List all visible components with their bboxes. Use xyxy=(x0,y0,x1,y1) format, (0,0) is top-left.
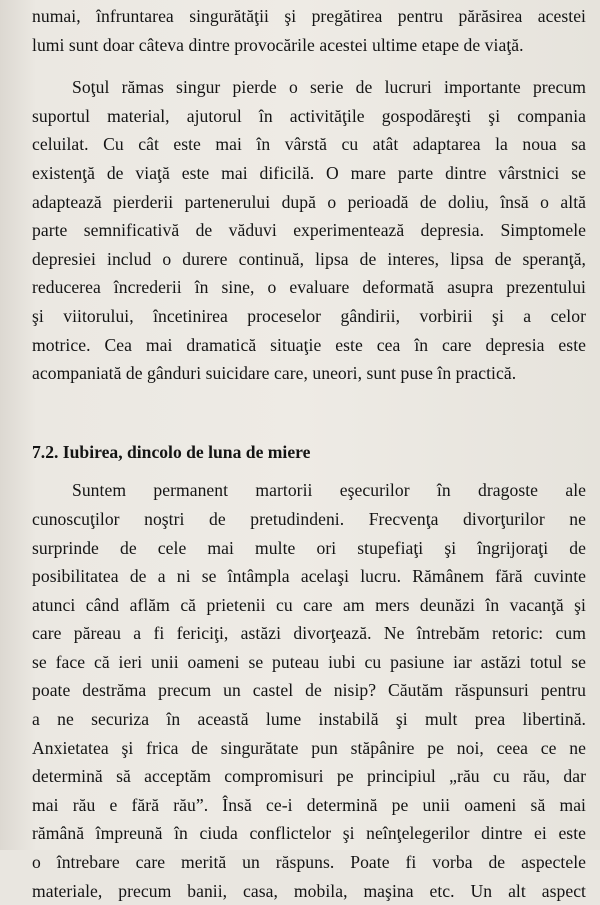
paragraph-widowhood xyxy=(32,73,586,388)
text-line: o întrebare care merită un răspuns. Poate fi vorba de aspectele xyxy=(32,852,586,873)
paragraph-continuation xyxy=(32,2,586,59)
text-line: surprinde de cele mai multe ori stupefiaţi şi îngrijoraţi de xyxy=(32,537,586,558)
text-line: lumi sunt doar câteva dintre provocările acestei ultime etape de viaţă. xyxy=(32,34,524,55)
text-line: Suntem permanent martorii eşecurilor în dragoste ale xyxy=(72,480,586,501)
text-line: poate destrăma precum un castel de nisip? Căutăm răspunsuri pentru xyxy=(32,680,586,701)
text-line: acompaniată de gânduri suicidare care, uneori, sunt puse în practică. xyxy=(32,363,517,384)
paragraph-love xyxy=(32,476,586,905)
text-line: depresiei includ o durere continuă, lipsa de interes, lipsa de speranţă, xyxy=(32,248,586,269)
text-line: Anxietatea şi frica de singurătate pun stăpânire pe noi, ceea ce ne xyxy=(32,737,586,758)
text-line: rămână împreună în ciuda conflictelor şi neînţelegerilor dintre ei este xyxy=(32,823,586,844)
text-line: adaptează pierderii partenerului după o perioadă de doliu, însă o altă xyxy=(32,191,586,212)
text-line: celuilat. Cu cât este mai în vârstă cu atât adaptarea la noua sa xyxy=(32,134,586,155)
text-line: şi viitorului, încetinirea proceselor gândirii, vorbirii şi a celor xyxy=(32,305,586,326)
text-line: materiale, precum banii, casa, mobila, maşina etc. Un alt aspect xyxy=(32,880,586,901)
text-line: suportul material, ajutorul în activităţile gospodăreşti şi compania xyxy=(32,105,586,126)
text-line: existenţă de viaţă este mai dificilă. O mare parte dintre vârstnici se xyxy=(32,162,586,183)
text-line: Soţul rămas singur pierde o serie de lucruri importante precum xyxy=(72,77,586,98)
text-line: parte semnificativă de văduvi experimentează depresia. Simptomele xyxy=(32,220,586,241)
text-line: care păreau a fi fericiţi, astăzi divorţează. Ne întrebăm retoric: cum xyxy=(32,623,586,644)
text-line: posibilitatea de a ni se întâmpla acelaşi lucru. Rămânem fără cuvinte xyxy=(32,566,586,587)
text-line: numai, înfruntarea singurătăţii şi pregătirea pentru părăsirea acestei xyxy=(32,6,586,26)
text-line: a ne securiza în această lume instabilă şi mult prea libertină. xyxy=(32,709,586,730)
text-line: se face că ieri unii oameni se puteau iubi cu pasiune iar astăzi totul se xyxy=(32,651,586,672)
text-line: cunoscuţilor noştri de pretudindeni. Frecvenţa divorţurilor ne xyxy=(32,508,586,529)
text-line: reducerea încrederii în sine, o evaluare deformată asupra prezentului xyxy=(32,277,586,298)
text-line: atunci când aflăm că prietenii cu care am mers deunăzi în vacanţă şi xyxy=(32,594,586,615)
section-heading: 7.2. Iubirea, dincolo de luna de miere xyxy=(32,441,311,462)
text-line: motrice. Cea mai dramatică situaţie este cea în care depresia este xyxy=(32,334,586,355)
text-line: mai rău e fără rău”. Însă ce-i determină pe unii oameni să mai xyxy=(32,794,586,815)
text-line: determină să acceptăm compromisuri pe principiul „rău cu rău, dar xyxy=(32,766,586,787)
